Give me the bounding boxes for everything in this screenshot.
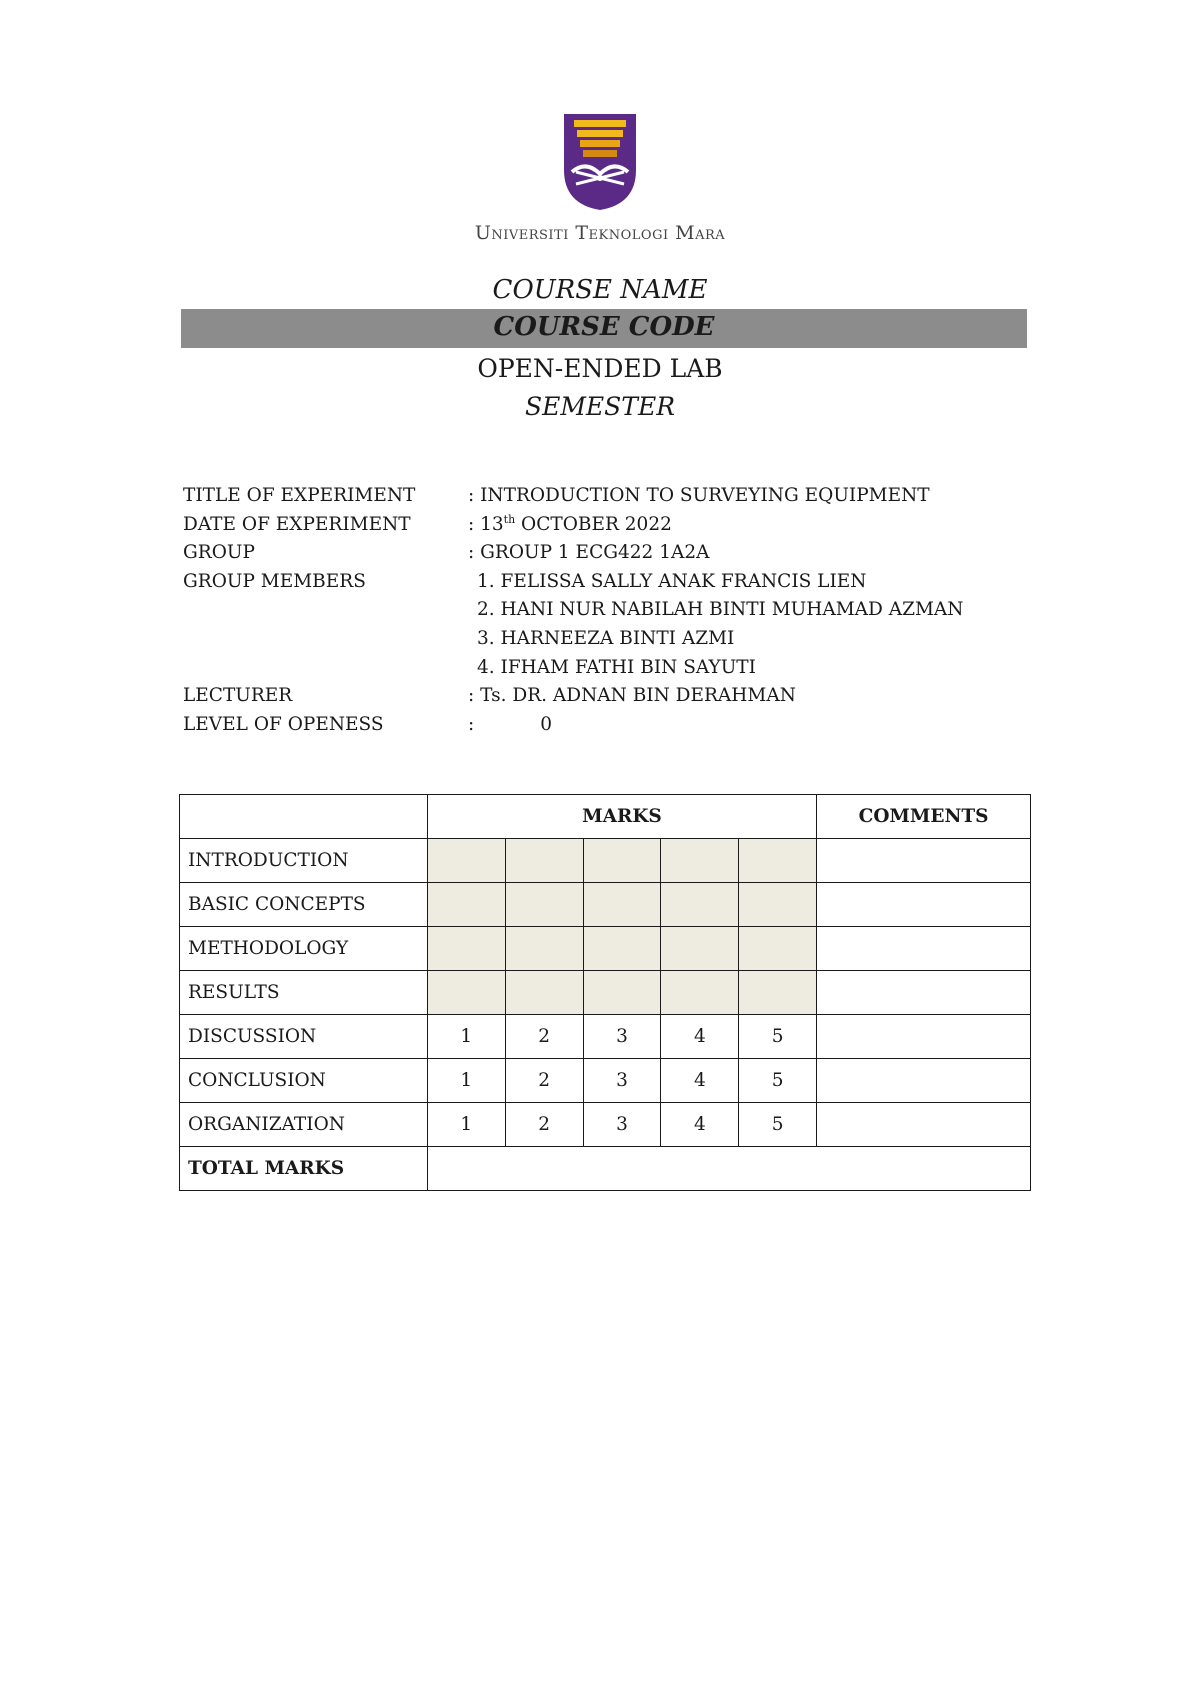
course-name: COURSE NAME	[492, 275, 708, 305]
comment-cell[interactable]	[817, 1103, 1031, 1147]
experiment-info	[183, 482, 963, 739]
comment-cell[interactable]	[817, 1015, 1031, 1059]
row-label: DISCUSSION	[180, 1015, 428, 1059]
comment-cell[interactable]	[817, 839, 1031, 883]
table-row	[180, 1103, 1031, 1147]
date-label: DATE OF EXPERIMENT	[183, 513, 411, 535]
member-item: 4. IFHAM FATHI BIN SAYUTI	[477, 656, 756, 678]
comment-cell[interactable]	[817, 927, 1031, 971]
university-logo	[0, 112, 1200, 212]
score-option[interactable]: 5	[739, 1059, 817, 1103]
score-cell[interactable]	[739, 927, 817, 971]
table-row	[180, 839, 1031, 883]
score-option[interactable]: 1	[427, 1059, 505, 1103]
uitm-crest-icon	[562, 112, 638, 212]
row-label: RESULTS	[180, 971, 428, 1015]
comment-cell[interactable]	[817, 971, 1031, 1015]
score-option[interactable]: 5	[739, 1103, 817, 1147]
score-cell[interactable]	[505, 839, 583, 883]
level-colon: :	[468, 713, 475, 735]
score-cell[interactable]	[583, 839, 661, 883]
score-cell[interactable]	[427, 927, 505, 971]
score-option[interactable]: 4	[661, 1059, 739, 1103]
lecturer-value: : Ts. DR. ADNAN BIN DERAHMAN	[468, 685, 796, 707]
table-row	[180, 927, 1031, 971]
members-row	[183, 625, 963, 654]
member-item: 2. HANI NUR NABILAH BINTI MUHAMAD AZMAN	[477, 599, 964, 621]
date-value	[468, 511, 672, 540]
score-cell[interactable]	[427, 883, 505, 927]
member-item: 3. HARNEEZA BINTI AZMI	[477, 627, 735, 649]
score-cell[interactable]	[427, 971, 505, 1015]
level-value: 0	[540, 713, 553, 735]
comments-header: COMMENTS	[817, 795, 1031, 839]
score-cell[interactable]	[739, 971, 817, 1015]
score-cell[interactable]	[661, 883, 739, 927]
marks-table	[179, 794, 1031, 1191]
comment-cell[interactable]	[817, 883, 1031, 927]
marks-header: MARKS	[427, 795, 816, 839]
total-row	[180, 1147, 1031, 1191]
score-cell[interactable]	[583, 971, 661, 1015]
members-row	[183, 596, 963, 625]
score-cell[interactable]	[427, 839, 505, 883]
table-row	[180, 883, 1031, 927]
title-value: : INTRODUCTION TO SURVEYING EQUIPMENT	[468, 485, 930, 506]
score-option[interactable]: 5	[739, 1015, 817, 1059]
title-label: TITLE OF EXPERIMENT	[183, 485, 416, 506]
members-row	[183, 568, 963, 597]
total-value-cell[interactable]	[427, 1147, 1030, 1191]
date-prefix: : 13	[468, 513, 504, 535]
score-cell[interactable]	[661, 839, 739, 883]
score-cell[interactable]	[583, 927, 661, 971]
row-label: ORGANIZATION	[180, 1103, 428, 1147]
score-cell[interactable]	[661, 971, 739, 1015]
score-option[interactable]: 2	[505, 1059, 583, 1103]
group-label: GROUP	[183, 542, 255, 564]
members-label: GROUP MEMBERS	[183, 570, 366, 592]
lecturer-label: LECTURER	[183, 685, 293, 707]
table-row	[180, 971, 1031, 1015]
score-option[interactable]: 2	[505, 1015, 583, 1059]
date-row	[183, 511, 963, 540]
score-option[interactable]: 4	[661, 1015, 739, 1059]
score-option[interactable]: 1	[427, 1015, 505, 1059]
score-cell[interactable]	[661, 927, 739, 971]
level-label: LEVEL OF OPENESS	[183, 713, 384, 735]
group-row	[183, 539, 963, 568]
table-row	[180, 1059, 1031, 1103]
date-suffix: OCTOBER 2022	[515, 513, 672, 535]
score-cell[interactable]	[739, 883, 817, 927]
table-row	[180, 1015, 1031, 1059]
level-row	[183, 711, 963, 740]
table-header-row	[180, 795, 1031, 839]
score-cell[interactable]	[505, 927, 583, 971]
members-row	[183, 654, 963, 683]
course-code: COURSE CODE	[493, 312, 715, 342]
lecturer-row	[183, 682, 963, 711]
row-label: BASIC CONCEPTS	[180, 883, 428, 927]
score-option[interactable]: 3	[583, 1103, 661, 1147]
score-option[interactable]: 3	[583, 1059, 661, 1103]
semester: SEMESTER	[524, 392, 676, 421]
score-option[interactable]: 4	[661, 1103, 739, 1147]
lab-title: OPEN-ENDED LAB	[477, 354, 723, 383]
member-item: 1. FELISSA SALLY ANAK FRANCIS LIEN	[477, 570, 867, 592]
score-option[interactable]: 3	[583, 1015, 661, 1059]
score-cell[interactable]	[505, 883, 583, 927]
row-label: METHODOLOGY	[180, 927, 428, 971]
university-name: Universiti Teknologi Mara	[474, 222, 726, 244]
title-row	[183, 482, 963, 511]
score-cell[interactable]	[583, 883, 661, 927]
row-label: INTRODUCTION	[180, 839, 428, 883]
total-label: TOTAL MARKS	[180, 1147, 428, 1191]
date-sup: th	[503, 512, 516, 526]
score-option[interactable]: 2	[505, 1103, 583, 1147]
score-cell[interactable]	[739, 839, 817, 883]
row-label: CONCLUSION	[180, 1059, 428, 1103]
group-value: : GROUP 1 ECG422 1A2A	[468, 542, 710, 564]
comment-cell[interactable]	[817, 1059, 1031, 1103]
score-option[interactable]: 1	[427, 1103, 505, 1147]
score-cell[interactable]	[505, 971, 583, 1015]
